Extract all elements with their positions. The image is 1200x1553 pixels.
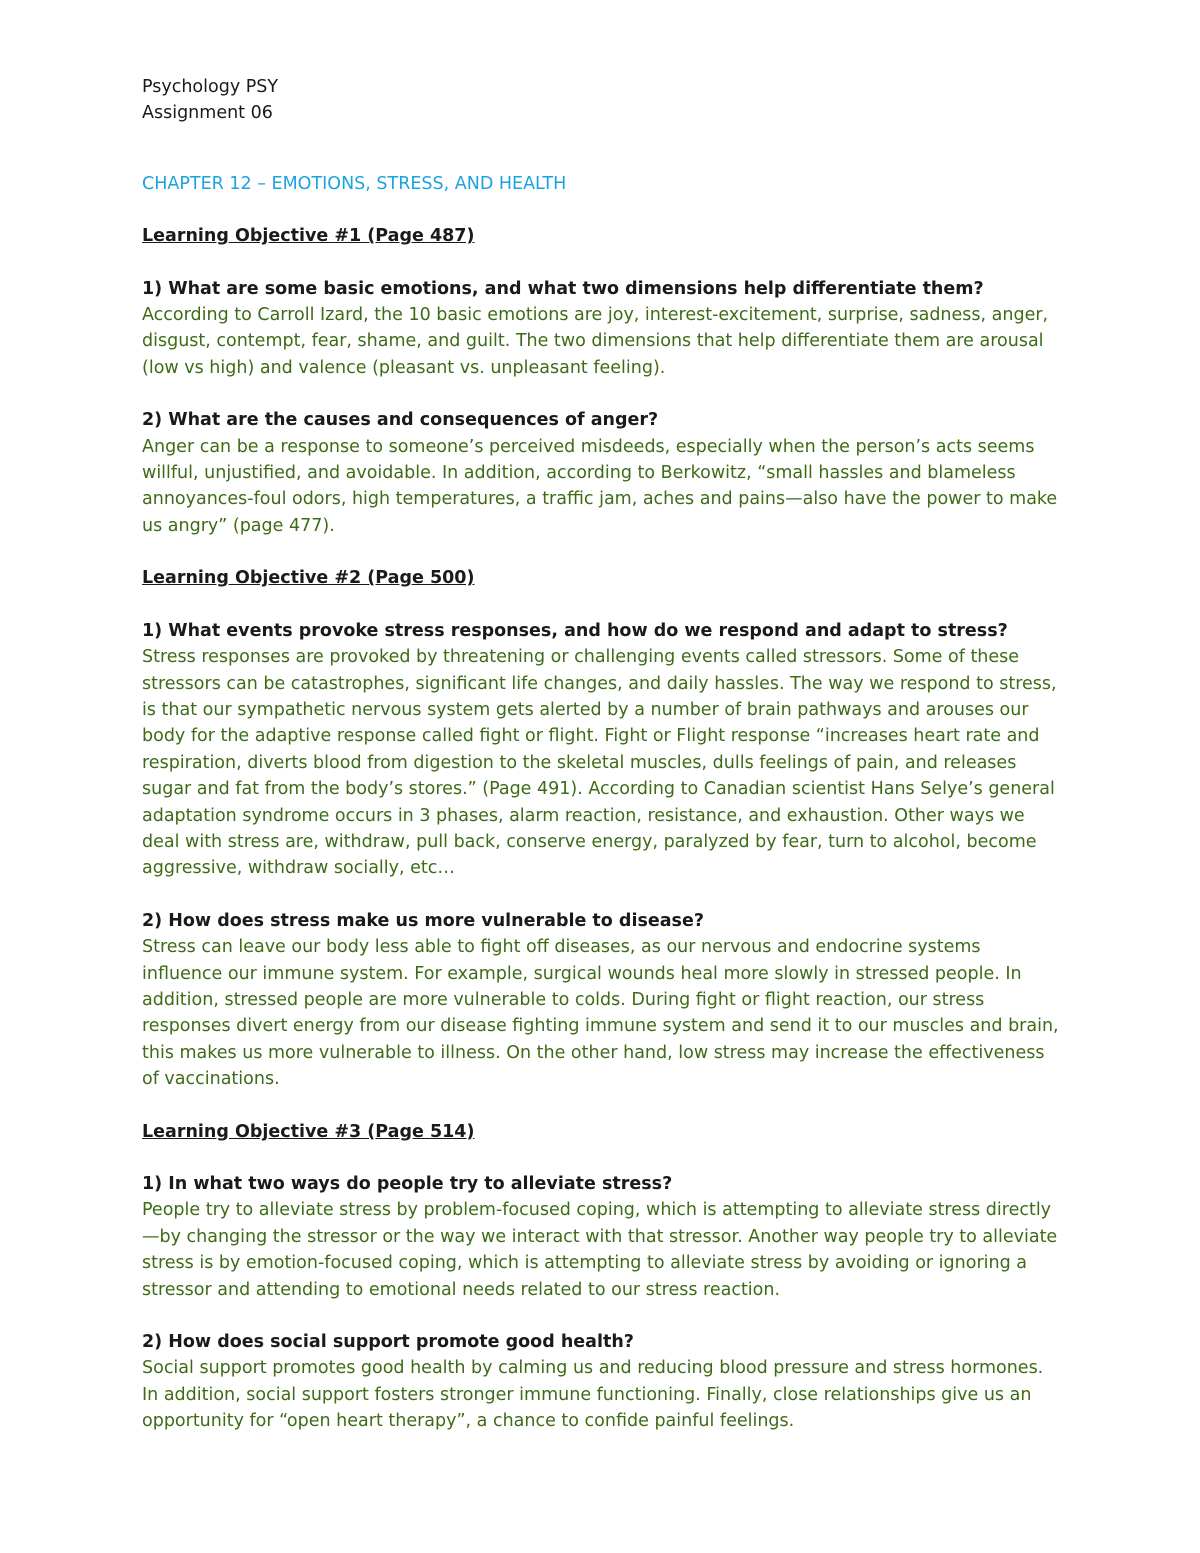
learning-objective-2 [142, 565, 1062, 1092]
answer-text: Stress responses are provoked by threatening or challenging events called stressors. Some of these stressors can be catastrophes, significant life changes, and daily hassles. The way we respond to stress, is that our sympathetic nervous system gets alerted by a number of brain pathways and arouses our body for the adaptive response called fight or flight. Fight or Flight response “increases heart rate and respiration, diverts blood from digestion to the skeletal muscles, dulls feelings of pain, and releases sugar and fat from the body’s stores.” (Page 491). According to Canadian scientist Hans Selye’s general adaptation syndrome occurs in 3 phases, alarm reaction, resistance, and exhaustion. Other ways we deal with stress are, withdraw, pull back, conserve energy, paralyzed by fear, turn to alcohol, become aggressive, withdraw socially, etc… [142, 647, 1057, 879]
question-text: 1) What are some basic emotions, and what two dimensions help differentiate them? [142, 278, 984, 299]
objective-title: Learning Objective #2 (Page 500) [142, 568, 475, 589]
question-text: 2) What are the causes and consequences of anger? [142, 410, 659, 431]
answer-text: Social support promotes good health by calming us and reducing blood pressure and stress hormones. In addition, social support fosters stronger immune functioning. Finally, close relationships give us an opportunity for “open heart therapy”, a chance to confide painful feelings. [142, 1358, 1044, 1432]
assignment-name: Assignment 06 [142, 103, 273, 124]
answer-text: People try to alleviate stress by problem-focused coping, which is attempting to alleviate stress directly—by changing the stressor or the way we interact with that stressor. Another way people try to alleviate stress is by emotion-focused coping, which is attempting to alleviate stress by avoiding or ignoring a stressor and attending to emotional needs related to our stress reaction. [142, 1200, 1058, 1300]
learning-objective-1 [142, 223, 1062, 539]
question-text: 1) In what two ways do people try to alleviate stress? [142, 1174, 673, 1194]
objective-title: Learning Objective #3 (Page 514) [142, 1121, 475, 1142]
answer-text: Stress can leave our body less able to fight off diseases, as our nervous and endocrine systems influence our immune system. For example, surgical wounds heal more slowly in stressed people. In addition, stressed people are more vulnerable to colds. During fight or flight reaction, our stress responses divert energy from our disease fighting immune system and send it to our muscles and brain, this makes us more vulnerable to illness. On the other hand, low stress may increase the effectiveness of vaccinations. [142, 937, 1059, 1090]
learning-objective-3 [142, 1119, 1062, 1435]
question-text: 2) How does stress make us more vulnerable to disease? [142, 910, 704, 931]
answer-text: Anger can be a response to someone’s perceived misdeeds, especially when the person’s acts seems willful, unjustified, and avoidable. In addition, according to Berkowitz, “small hassles and blameless annoyances-foul odors, high temperatures, a traffic jam, aches and pains—also have the power to make us angry” (page 477). [142, 436, 1058, 536]
objective-title: Learning Objective #1 (Page 487) [142, 226, 475, 247]
chapter-title: CHAPTER 12 – EMOTIONS, STRESS, AND HEALTH [142, 173, 567, 194]
question-text: 1) What events provoke stress responses, and how do we respond and adapt to stress? [142, 620, 1008, 641]
course-name: Psychology PSY [142, 77, 279, 97]
document-page [142, 74, 1062, 1435]
answer-text: According to Carroll Izard, the 10 basic emotions are joy, interest-excitement, surprise, sadness, anger, disgust, contempt, fear, shame, and guilt. The two dimensions that help differentiate them are arousal (low vs high) and valence (pleasant vs. unpleasant feeling). [142, 305, 1049, 378]
question-text: 2) How does social support promote good health? [142, 1332, 634, 1353]
